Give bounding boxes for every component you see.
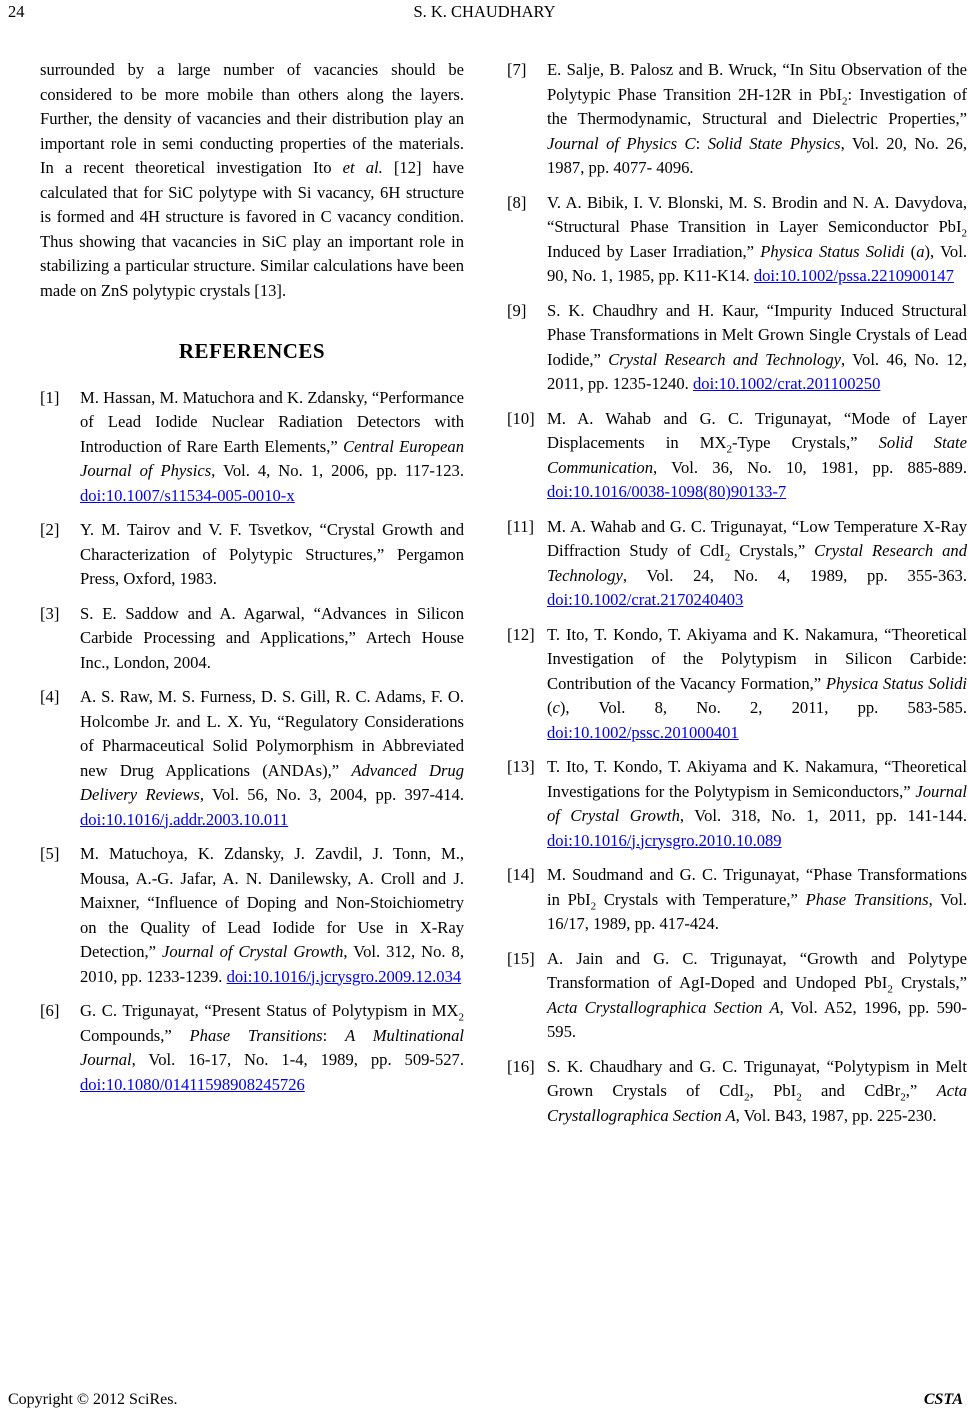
italic-text: Central European Journal of Physics <box>80 436 464 480</box>
copyright-notice: Copyright © 2012 SciRes. <box>8 1391 178 1408</box>
reference-item <box>507 623 967 746</box>
text-segment: ( <box>904 241 917 261</box>
italic-text: Solid State Physics <box>707 133 841 153</box>
reference-number: [16] <box>507 1056 535 1076</box>
reference-item <box>40 842 464 989</box>
reference-item <box>40 685 464 832</box>
section-title-references: REFERENCES <box>178 339 326 363</box>
reference-text <box>80 386 464 509</box>
italic-text: Crystal Research and Technology <box>608 349 841 369</box>
reference-text <box>80 999 464 1097</box>
text-segment: and CdBr <box>801 1081 901 1100</box>
reference-number: [9] <box>507 300 527 320</box>
text-segment: , Vol. 20, No. 26, 1987, pp. 4077- 4096. <box>547 133 967 177</box>
text-segment: M. A. Wahab and G. C. Trigunayat, “Mode of Layer Displacements in MX <box>547 408 967 452</box>
italic-text: Physica Status Solidi <box>760 241 905 261</box>
text-segment: Crystals,” <box>730 541 815 560</box>
reference-item <box>507 299 967 397</box>
reference-text <box>80 602 464 676</box>
text-segment: A. S. Raw, M. S. Furness, D. S. Gill, R. C. Adams, F. O. Holcombe Jr. and L. X. Yu, “Regulatory Considerations of Pharmaceutical Solid Polymorphism in Abbreviated new Drug Applications (ANDAs),” <box>80 687 464 780</box>
italic-text: Solid State Communication <box>547 433 967 477</box>
text-segment: G. C. Trigunayat, “Present Status of Polytypism in MX <box>80 1001 459 1020</box>
text-segment: , PbI <box>749 1081 797 1100</box>
reference-number: [8] <box>507 192 527 212</box>
italic-text: Phase Transitions <box>805 889 929 909</box>
reference-text <box>547 407 967 505</box>
reference-item <box>40 518 464 592</box>
italic-text: et al. <box>342 158 383 177</box>
reference-number: [13] <box>507 757 535 776</box>
text-segment: surrounded by a large number of vacancies should be considered to be more mobile than others along the layers. Further, the density of vacancies and their distribution play an important role in semi conducting properties of the materials. In a recent theoretical investigation Ito <box>40 60 464 177</box>
reference-text <box>547 1055 967 1129</box>
text-segment: , Vol. 56, No. 3, 2004, pp. 397-414. <box>199 785 465 804</box>
italic-text: Acta Crystallographica Section A <box>547 997 780 1017</box>
doi-link[interactable]: doi:10.1002/pssc.201000401 <box>547 722 739 742</box>
text-segment: , Vol. 16-17, No. 1-4, 1989, pp. 509-527. <box>131 1050 464 1069</box>
reference-item <box>507 515 967 613</box>
text-segment: S. K. Chaudhry and H. Kaur, “Impurity Induced Structural Phase Transformations in Melt Grown Single Crystals of Lead Iodide,” <box>547 300 967 369</box>
reference-item <box>507 1055 967 1129</box>
text-segment: A. Jain and G. C. Trigunayat, “Growth and Polytype Transformation of AgI-Doped and Undoped PbI <box>547 948 967 992</box>
italic-text: Physica Status Solidi <box>825 673 967 693</box>
page-number: 24 <box>8 2 25 21</box>
doi-link[interactable]: doi:10.1016/j.jcrysgro.2009.12.034 <box>226 966 462 986</box>
text-segment: , Vol. 36, No. 10, 1981, pp. 885-889. <box>653 457 967 477</box>
text-segment: Y. M. Tairov and V. F. Tsvetkov, “Crystal Growth and Characterization of Polytypic Structures,” Pergamon Press, Oxford, 1983. <box>80 520 464 588</box>
text-segment: : <box>695 133 708 153</box>
reference-list-right <box>507 58 967 1128</box>
text-segment: ), Vol. 8, No. 2, 2011, pp. 583-585. <box>559 698 967 717</box>
journal-abbreviation: CSTA <box>923 1391 963 1408</box>
reference-item <box>507 191 967 289</box>
italic-text: Crystal Research and Technology <box>547 541 967 585</box>
reference-number: [7] <box>507 60 527 79</box>
text-segment: -Type Crystals,” <box>732 433 879 452</box>
text-segment: T. Ito, T. Kondo, T. Akiyama and K. Nakamura, “Theoretical Investigations for the Polytypism in Semiconductors,” <box>547 757 967 801</box>
reference-item <box>507 58 967 181</box>
doi-link[interactable]: doi:10.1016/j.jcrysgro.2010.10.089 <box>547 830 782 850</box>
reference-text <box>547 863 967 937</box>
text-segment: Crystals with Temperature,” <box>596 889 806 909</box>
reference-text <box>547 191 967 289</box>
text-segment: : Investigation of the Thermodynamic, Structural and Dielectric Properties,” <box>547 84 967 128</box>
text-segment: , Vol. 16/17, 1989, pp. 417-424. <box>547 889 967 933</box>
reference-number: [1] <box>40 387 60 407</box>
subscript: 2 <box>590 899 597 912</box>
reference-text <box>547 755 967 853</box>
text-segment: , Vol. B43, 1987, pp. 225-230. <box>735 1105 937 1125</box>
reference-number: [6] <box>40 1001 60 1020</box>
text-segment: E. Salje, B. Palosz and B. Wruck, “In Situ Observation of the Polytypic Phase Transition 2H-12R in PbI <box>547 60 967 104</box>
reference-number: [14] <box>507 865 535 884</box>
reference-text <box>80 518 464 592</box>
subscript: 2 <box>842 94 848 107</box>
text-segment: M. Soudmand and G. C. Trigunayat, “Phase Transformations in PbI <box>547 865 967 909</box>
reference-item <box>40 999 464 1097</box>
reference-list-left <box>40 386 464 1098</box>
subscript: 2 <box>724 551 731 564</box>
reference-number: [3] <box>40 603 60 623</box>
text-segment: , Vol. 318, No. 1, 2011, pp. 141-144. <box>679 806 967 825</box>
text-segment: Crystals,” <box>892 973 967 992</box>
italic-text: Phase Transitions <box>189 1025 323 1045</box>
reference-text <box>80 842 464 989</box>
doi-link[interactable]: doi:10.1016/j.addr.2003.10.011 <box>80 809 289 829</box>
left-column <box>40 58 464 1107</box>
reference-item <box>507 863 967 937</box>
reference-number: [11] <box>507 516 535 536</box>
text-segment: M. Matuchoya, K. Zdansky, J. Zavdil, J. Tonn, M., Mousa, A.-G. Jafar, A. N. Danilewsky, A. Croll and J. Maixner, “Influence of Doping and Non-Stoichiometry on the Quality of Lead Iodide for Use in X-Ray Detection,” <box>80 844 464 961</box>
reference-text <box>547 299 967 397</box>
text-segment: ( <box>547 698 553 717</box>
italic-text: Journal of Crystal Growth <box>162 942 344 961</box>
reference-item <box>40 602 464 676</box>
text-segment: , Vol. 312, No. 8, 2010, pp. 1233-1239. <box>80 942 464 986</box>
reference-number: [2] <box>40 520 60 539</box>
text-segment: ), Vol. 90, No. 1, 1985, pp. K11-K14. <box>547 241 967 285</box>
reference-number: [15] <box>507 948 535 968</box>
reference-number: [10] <box>507 408 535 428</box>
subscript: 2 <box>796 1091 802 1104</box>
text-segment: T. Ito, T. Kondo, T. Akiyama and K. Nakamura, “Theoretical Investigation of the Polytypism in Silicon Carbide: Contribution of the Vacancy Formation,” <box>547 624 967 693</box>
italic-text: A Multinational Journal <box>80 1025 464 1069</box>
text-segment: : <box>322 1025 346 1045</box>
italic-text: a <box>916 241 925 261</box>
right-column <box>507 58 967 1138</box>
text-segment: ,” <box>905 1081 937 1100</box>
text-segment: [12] have calculated that for SiC polytype with Si vacancy, 6H structure is formed and 4H structure is favored in C vacancy condition. Thus showing that vacancies in SiC play an important role in stabilizing a particular structure. Similar calculations have been made on ZnS polytypic crystals [13]. <box>40 158 464 300</box>
reference-text <box>547 623 967 746</box>
text-segment: M. A. Wahab and G. C. Trigunayat, “Low Temperature X-Ray Diffraction Study of CdI <box>547 516 967 560</box>
subscript: 2 <box>726 443 733 456</box>
italic-text: c <box>552 698 560 717</box>
subscript: 2 <box>744 1091 750 1104</box>
reference-text <box>547 515 967 613</box>
reference-text <box>80 685 464 832</box>
text-segment: S. K. Chaudhary and G. C. Trigunayat, “Polytypism in Melt Grown Crystals of CdI <box>547 1056 967 1100</box>
body-paragraph <box>40 58 464 303</box>
text-segment: Compounds,” <box>80 1025 190 1045</box>
text-segment: , Vol. 4, No. 1, 2006, pp. 117-123. <box>211 461 464 480</box>
italic-text: Acta Crystallographica Section A <box>547 1081 968 1125</box>
italic-text: Advanced Drug Delivery Reviews <box>80 760 465 804</box>
reference-item <box>507 407 967 505</box>
doi-link[interactable]: doi:10.1016/0038-1098(80)90133-7 <box>547 482 787 501</box>
reference-text <box>547 947 967 1045</box>
subscript: 2 <box>900 1091 906 1104</box>
doi-link[interactable]: doi:10.1002/crat.2170240403 <box>547 590 744 609</box>
doi-link[interactable]: doi:10.1002/crat.201100250 <box>692 374 881 393</box>
reference-number: [4] <box>40 687 60 706</box>
subscript: 2 <box>887 983 893 996</box>
running-head: S. K. CHAUDHARY <box>413 2 556 21</box>
text-segment: S. E. Saddow and A. Agarwal, “Advances in Silicon Carbide Processing and Applications,” Artech House Inc., London, 2004. <box>80 603 464 672</box>
italic-text: Journal of Crystal Growth <box>547 781 967 825</box>
reference-item <box>507 947 967 1045</box>
reference-item <box>40 386 464 509</box>
text-segment: Induced by Laser Irradiation,” <box>547 241 761 261</box>
text-segment: , Vol. 46, No. 12, 2011, pp. 1235-1240. <box>547 349 967 393</box>
subscript: 2 <box>458 1011 464 1024</box>
doi-link[interactable]: doi:10.1007/s11534-005-0010-x <box>80 485 295 505</box>
text-segment: , Vol. A52, 1996, pp. 590-595. <box>547 997 967 1041</box>
doi-link[interactable]: doi:10.1002/pssa.2210900147 <box>753 266 954 285</box>
reference-text <box>547 58 967 181</box>
text-segment: , Vol. 24, No. 4, 1989, pp. 355-363. <box>622 565 967 585</box>
text-segment: M. Hassan, M. Matuchora and K. Zdansky, “Performance of Lead Iodide Nuclear Radiation Detectors with Introduction of Rare Earth Elements,” <box>80 387 464 456</box>
doi-link[interactable]: doi:10.1080/01411598908245726 <box>80 1074 305 1094</box>
text-segment: V. A. Bibik, I. V. Blonski, M. S. Brodin and N. A. Davydova, “Structural Phase Transition in Layer Semiconductor PbI <box>547 192 967 236</box>
reference-number: [5] <box>40 844 60 863</box>
reference-item <box>507 755 967 853</box>
reference-number: [12] <box>507 624 535 644</box>
subscript: 2 <box>961 227 967 240</box>
italic-text: Journal of Physics C <box>547 133 696 153</box>
